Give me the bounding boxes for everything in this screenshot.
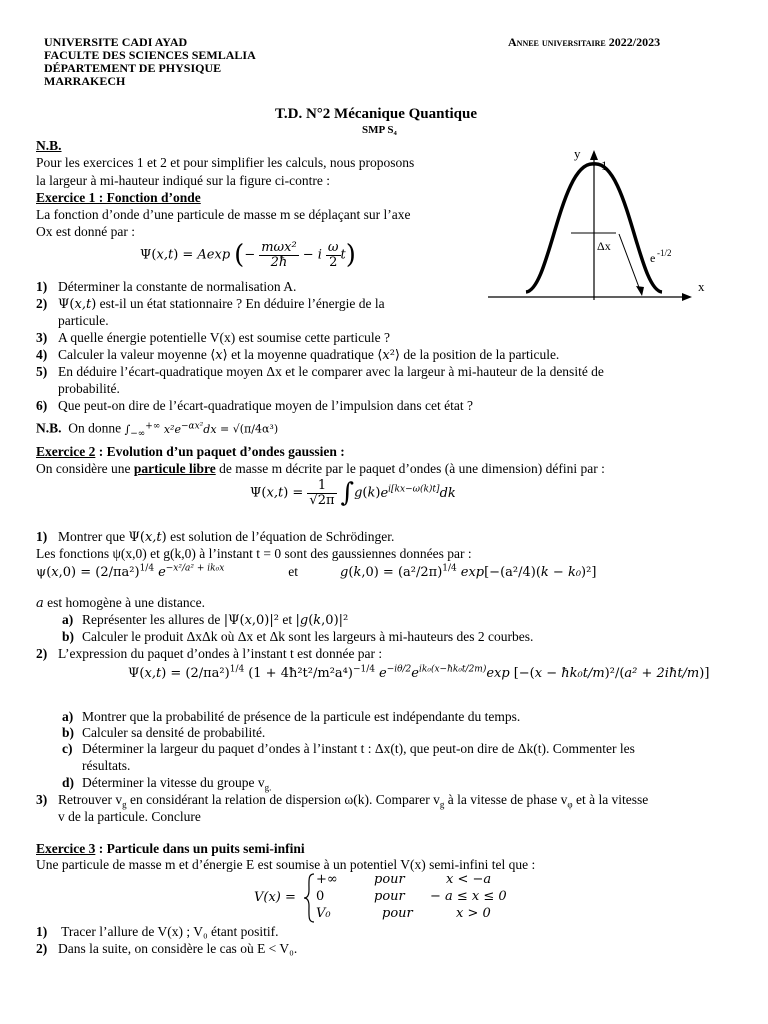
ex1-q2-cont: particule. [58, 313, 109, 328]
ex1-q1: 1) Déterminer la constante de normalisation A. [36, 279, 297, 294]
x-label: x [698, 279, 705, 294]
ex2-gaussian-equations: $\psi(x,0) = (2/\pi a^2)^{1/4}$ $e^{-x^2/a^2 + ik_0x}$ et $g(k,0) = (a^2/2\pi)^{1/4}$ exp[−(a²/4)(k − k₀)²] [36, 563, 597, 580]
ex3-brace-icon [302, 872, 316, 924]
ex1-q5-cont: probabilité. [58, 381, 120, 396]
ex3-row1-value: +∞ [316, 872, 338, 887]
page-title: T.D. N°2 Mécanique Quantique [275, 106, 477, 122]
ex1-intro-1: La fonction d’onde d’une particule de masse m se déplaçant sur l’axe [36, 207, 411, 222]
department-name: DÉPARTEMENT DE PHYSIQUE [44, 61, 222, 75]
ex2-qa: a) Représenter les allures de |Ψ(x,0)|² et |g(k,0)|² [62, 612, 349, 628]
gaussian-figure [480, 140, 720, 305]
ex1-q2: 2) Ψ(x,t) est-il un état stationnaire ? En déduire l’énergie de la [36, 296, 385, 312]
nb-heading: N.B. [36, 138, 62, 153]
ex2-q3: 3) Retrouver $v_g$ en considérant la relation de dispersion ω(k). Comparer $v_g$ à la vitesse de phase $v_\varphi$ et à la vitesse [36, 792, 649, 810]
ex3-row3-value: V₀ [316, 906, 331, 921]
y-axis-arrow-icon [590, 150, 598, 160]
ex3-potential-left: V(x) = [254, 890, 296, 905]
ex2-q2c-cont: résultats. [82, 758, 131, 773]
ex3-q2: 2) Dans la suite, on considère le cas où E < V₀. [36, 941, 298, 956]
nb-line-1: Pour les exercices 1 et 2 et pour simplifier les calculs, nous proposons [36, 155, 415, 170]
pointer-arrow-icon [636, 286, 644, 296]
ex2-intro: On considère une particule libre de masse m décrite par le paquet d’ondes (à une dimension) défini par : [36, 461, 605, 476]
ex2-gaussian-intro: Les fonctions ψ(x,0) et g(k,0) à l’instant t = 0 sont des gaussiennes données par : [36, 546, 472, 561]
city-name: MARRAKECH [44, 74, 126, 88]
ex3-row3-cond: x > 0 [456, 906, 491, 921]
e-label: e [650, 251, 656, 265]
ex1-q4: 4) Calculer la valeur moyenne ⟨x⟩ et la moyenne quadratique ⟨x²⟩ de la position de la particule. [36, 347, 560, 363]
ex2-time-wave-packet-equation: $\Psi(x,t) = (2/\pi a^2)^{1/4}$ (1 + 4ħ²t²/m²a⁴)$^{-1/4}$ $e^{-i\theta/2}e^{ik_0(x-ħk_0t/2m)}\exp$ [−(x − ħk₀t/m)²/(a² + 2iħt/m)] [128, 664, 710, 681]
ex3-q1: 1) Tracer l’allure de V(x) ; V₀ étant positif. [36, 924, 279, 939]
ex2-qb: b) Calculer le produit ΔxΔk où Δx et Δk sont les largeurs à mi-hauteurs des 2 courbes. [62, 629, 534, 644]
e-exponent-label: -1/2 [657, 248, 672, 258]
ex3-row1-cond: x < −a [446, 872, 492, 887]
ex1-q3: 3) A quelle énergie potentielle V(x) est soumise cette particule ? [36, 330, 391, 345]
ex1-q6: 6) Que peut-on dire de l’écart-quadratique moyen de l’impulsion dans cet état ? [36, 398, 473, 413]
peak-label: 1 [601, 158, 608, 173]
ex2-q2b: b) Calculer sa densité de probabilité. [62, 725, 266, 740]
academic-year: Annee universitaire 2022/2023 [508, 35, 661, 49]
ex2-q2d: d) Déterminer la vitesse du groupe $v_{g.}$ [62, 775, 272, 793]
ex2-q3-cont: v de la particule. Conclure [58, 809, 201, 824]
ex3-row2-cond: − a ≤ x ≤ 0 [430, 889, 507, 904]
university-name: UNIVERSITE CADI AYAD [44, 35, 188, 49]
ex2-q1: 1) Montrer que Ψ(x,t) est solution de l’équation de Schrödinger. [36, 529, 395, 545]
nb-line-2: la largeur à mi-hauteur indiqué sur la figure ci-contre : [36, 173, 331, 188]
exercise-1-heading: Exercice 1 : Fonction d’onde [36, 190, 201, 205]
ex1-wavefunction-equation: Ψ(x,t) = Aexp (− $\frac{\text{mωx²}}{2ħ}$ − i $\frac{\omega}{2}$ t) [140, 239, 356, 270]
ex2-homogeneous: a est homogène à une distance. [36, 595, 205, 611]
ex2-q2: 2) L’expression du paquet d’ondes à l’instant t est donnée par : [36, 646, 383, 661]
ex2-q2a: a) Montrer que la probabilité de présence de la particule est indépendante du temps. [62, 709, 521, 724]
faculty-name: FACULTE DES SCIENCES SEMLALIA [44, 48, 256, 62]
ex1-nb: N.B. On donne $\int_{-\infty}^{+\infty}$ $x^2e^{-\alpha x^2}dx = √(\pi/4\alpha^3)$ [36, 420, 279, 439]
ex3-row2-pour: pour [374, 889, 405, 904]
ex3-intro: Une particule de masse m et d’énergie E est soumise à un potentiel V(x) semi-infini tel que : [36, 857, 536, 872]
exercise-2-heading: Exercice 2 : Evolution d’un paquet d’ondes gaussien : [36, 444, 345, 459]
x-axis-arrow-icon [682, 293, 692, 301]
ex3-row2-value: 0 [316, 889, 325, 904]
ex2-q2c: c) Déterminer la largeur du paquet d’ondes à l’instant t : Δx(t), que peut-on dire de Δk(t). Commenter les [62, 741, 635, 756]
exercise-3-heading: Exercice 3 : Particule dans un puits semi-infini [36, 841, 305, 856]
ex3-row3-pour: pour [382, 906, 413, 921]
y-label: y [574, 146, 581, 161]
ex1-q5: 5) En déduire l’écart-quadratique moyen Δx et le comparer avec la largeur à mi-hauteur de la densité de [36, 364, 604, 379]
dx-label: Δx [597, 239, 611, 253]
ex3-row1-pour: pour [374, 872, 405, 887]
page-subtitle: SMP S₄ [362, 124, 397, 136]
ex2-wave-packet-equation: Ψ(x,t) = $\frac{1}{√2\pi}$ $\int g(k)e^{i[kx-\omega(k)t]}dk$ [250, 477, 456, 508]
ex1-intro-2: Ox est donné par : [36, 224, 135, 239]
